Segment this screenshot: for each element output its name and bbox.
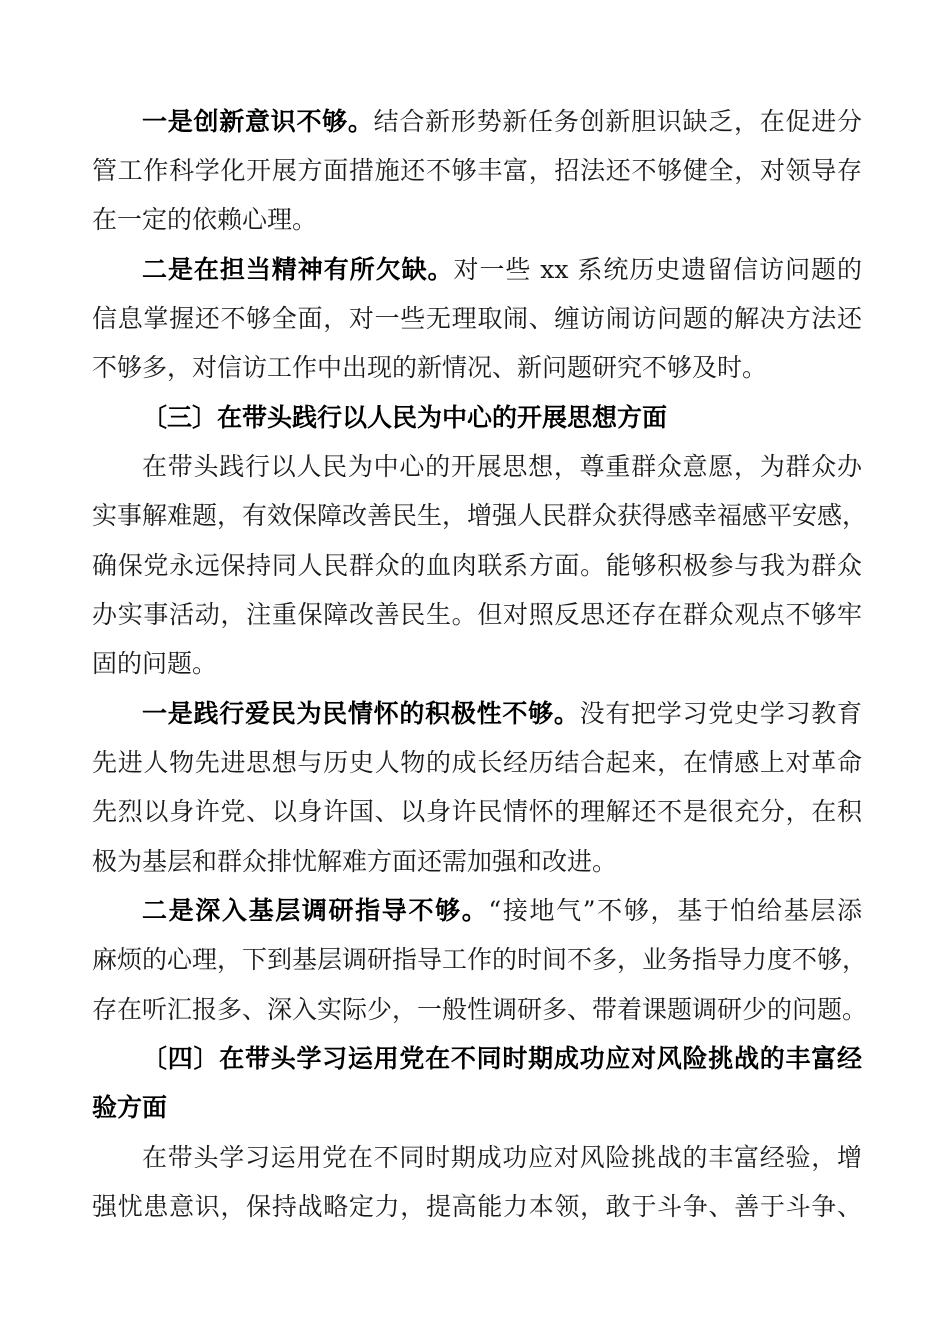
paragraph-3-line-1: 在带头践行以人民为中心的开展思想，尊重群众意愿，为群众办 bbox=[142, 452, 862, 481]
paragraph-3-line-2: 实事解难题，有效保障改善民生，增强人民群众获得感幸福感平安感， bbox=[92, 501, 868, 530]
paragraph-3-line-4: 办实事活动，注重保障改善民生。但对照反思还存在群众观点不够牢 bbox=[92, 600, 862, 629]
paragraph-4-line-2: 先进人物先进思想与历史人物的成长经历结合起来，在情感上对革命 bbox=[92, 748, 862, 777]
paragraph-5-line-3: 存在听汇报多、深入实际少，一般性调研多、带着课题调研少的问题。 bbox=[92, 995, 868, 1024]
paragraph-4-lead: 一是践行爱民为民情怀的积极性不够。 bbox=[142, 699, 580, 728]
paragraph-3-line-3: 确保党永远保持同人民群众的血肉联系方面。能够积极参与我为群众 bbox=[92, 551, 862, 580]
paragraph-1-line-3: 在一定的依赖心理。 bbox=[92, 205, 318, 234]
paragraph-2-line-2: 信息掌握还不够全面，对一些无理取闹、缠访闹访问题的解决方法还 bbox=[92, 304, 862, 333]
section-heading-4-line-2: 验方面 bbox=[92, 1093, 168, 1122]
paragraph-4-line-1 bbox=[142, 696, 862, 732]
paragraph-3-line-5: 固的问题。 bbox=[92, 649, 218, 678]
paragraph-2-lead: 二是在担当精神有所欠缺。 bbox=[142, 255, 454, 284]
paragraph-2-line-3: 不够多，对信访工作中出现的新情况、新问题研究不够及时。 bbox=[92, 353, 768, 382]
section-heading-3: 〔三〕在带头践行以人民为中心的开展思想方面 bbox=[142, 403, 668, 432]
paragraph-2-line-1 bbox=[142, 252, 862, 288]
paragraph-6-line-1: 在带头学习运用党在不同时期成功应对风险挑战的丰富经验，增 bbox=[142, 1143, 862, 1172]
paragraph-5-line-1 bbox=[142, 893, 862, 929]
paragraph-1-text-1: 结合新形势新任务创新胆识缺乏，在促进分 bbox=[373, 107, 862, 136]
paragraph-1-lead: 一是创新意识不够。 bbox=[142, 107, 374, 136]
section-heading-4-line-1: 〔四〕在带头学习运用党在不同时期成功应对风险挑战的丰富经 bbox=[142, 1044, 862, 1073]
paragraph-1-line-1 bbox=[142, 104, 862, 140]
paragraph-5-text-1: “接地气”不够，基于怕给基层添 bbox=[488, 896, 862, 925]
paragraph-4-text-1: 没有把学习党史学习教育 bbox=[579, 699, 862, 728]
paragraph-4-line-3: 先烈以身许党、以身许国、以身许民情怀的理解还不是很充分，在积 bbox=[92, 797, 862, 826]
paragraph-2-text-1: 对一些 xx 系统历史遗留信访问题的 bbox=[453, 255, 862, 284]
paragraph-1-line-2: 管工作科学化开展方面措施还不够丰富，招法还不够健全，对领导存 bbox=[92, 156, 862, 185]
paragraph-6-line-2: 强忧患意识，保持战略定力，提高能力本领，敢于斗争、善于斗争、 bbox=[92, 1192, 862, 1221]
paragraph-5-lead: 二是深入基层调研指导不够。 bbox=[142, 896, 489, 925]
paragraph-5-line-2: 麻烦的心理，下到基层调研指导工作的时间不多，业务指导力度不够， bbox=[92, 945, 868, 974]
paragraph-4-line-4: 极为基层和群众排忧解难方面还需加强和改进。 bbox=[92, 847, 618, 876]
